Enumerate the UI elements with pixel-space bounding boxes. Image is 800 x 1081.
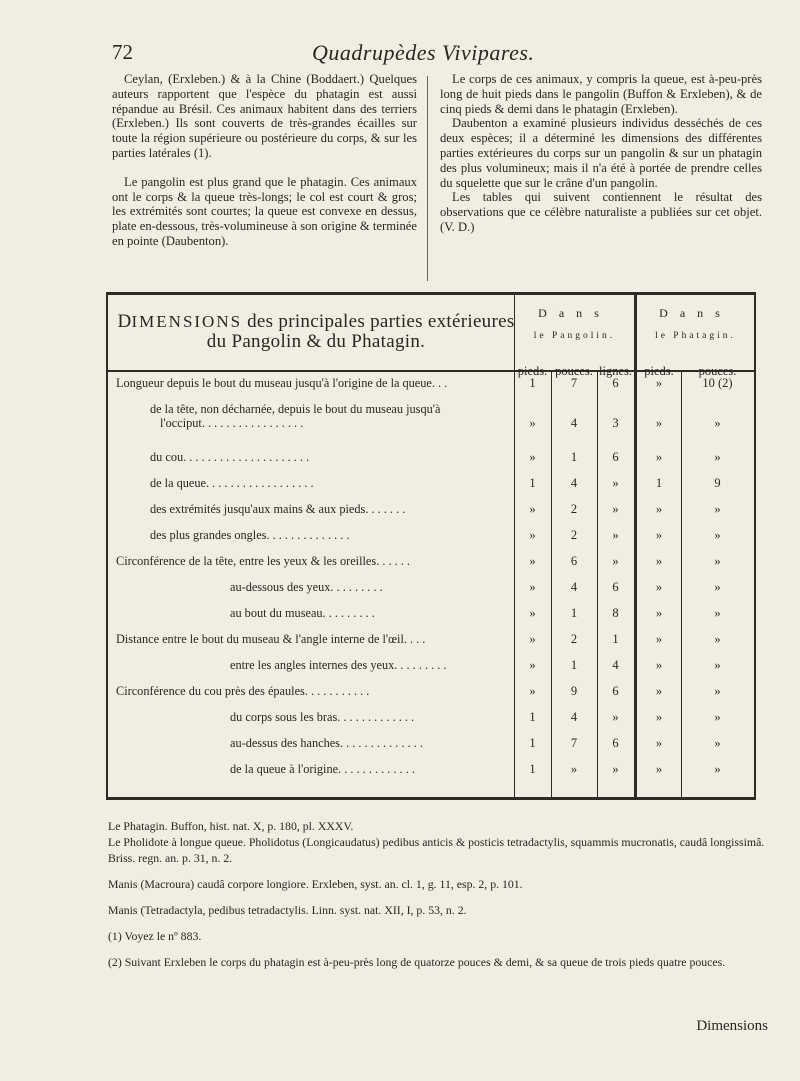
catchword: Dimensions [696,1018,768,1034]
table-cell: 1 [570,450,578,464]
table-cell: » [655,632,663,646]
left-paragraph-1: Ceylan, (Erxleben.) & à la Chine (Boddaert.) Quelques auteurs rapportent que l'espèce du phatagin est aussi répandue au Brésil. Ces animaux habitent dans des terriers (Erxleben.) Ils sont couverts de très-grandes écailles sur toute la région supérieure ou postérieure du corps, & sur les parties latérales (1). [112,72,417,160]
table-cell: » [612,502,619,516]
unit-header: pouces. [555,364,593,378]
table-cell: 7 [570,736,578,750]
table-cell: » [655,710,663,724]
table-cell: » [612,762,619,776]
table-cell: 6 [612,376,619,390]
group-header-line1: Dans [659,306,732,320]
row-label: au-dessus des hanches. . . . . . . . . . . . . . [230,736,423,750]
table-cell: » [655,658,663,672]
table-cell: » [714,606,721,620]
unit-header: pieds. [644,364,674,378]
row-label: Circonférence du cou près des épaules. . . . . . . . . . . [116,684,370,698]
table-cell: » [529,450,536,464]
table-cell: » [612,710,619,724]
running-title: Quadrupèdes Vivipares. [312,40,535,65]
table-cell: 3 [612,416,619,430]
table-cell: » [714,554,721,568]
table-cell: » [529,580,536,594]
table-cell: » [655,502,663,516]
synonym-note: Le Phatagin. Buffon, hist. nat. X, p. 180, pl. XXXV. [108,819,354,833]
right-column [440,72,762,235]
dimensions-table [106,292,756,800]
row-label: des plus grandes ongles. . . . . . . . . . . . . . [150,528,350,542]
table-cell: » [714,632,721,646]
right-paragraph-1: Le corps de ces animaux, y compris la queue, est à-peu-près long de huit pieds dans le pangolin (Buffon & Erxleben), & de cinq pieds & demi dans le phatagin (Erxleben). [440,72,762,116]
table-cell: » [529,658,536,672]
table-cell: 1 [529,762,536,776]
table-cell: » [655,606,663,620]
table-title-initial: D [117,311,132,332]
table-left-rule [106,292,108,800]
table-cell: » [529,554,536,568]
table-title-rest: des principales parties extérieures [242,311,515,332]
table-cell: » [529,502,536,516]
table-cell: » [714,450,721,464]
table-cell: » [655,554,663,568]
group-header-phatagin [637,306,754,341]
group-header-line2: le Pangolin. [533,331,616,341]
footnotes [108,818,768,970]
table-cell: » [655,762,663,776]
row-label: de la queue. . . . . . . . . . . . . . . . . . [150,476,314,490]
table-cell: » [570,762,578,776]
row-label: au-dessous des yeux. . . . . . . . . [230,580,383,594]
table-cell: » [529,684,536,698]
table-title-smallcaps: IMENSIONS [131,312,243,331]
table-cell: » [612,476,619,490]
row-label: entre les angles internes des yeux. . . . . . . . . [230,658,447,672]
page-header [112,40,772,68]
table-cell: 9 [570,684,578,698]
synonym-note: Manis (Tetradactyla, pedibus tetradactylis. Linn. syst. nat. XII, I, p. 53, n. 2. [108,903,467,917]
row-label: Longueur depuis le bout du museau jusqu'à l'origine de la queue. . . [116,376,448,390]
table-cell: 1 [529,736,536,750]
table-cell: 1 [529,476,536,490]
table-cell: 1 [529,376,536,390]
table-cell: » [655,376,663,390]
table-title [116,312,516,352]
table-cell: » [529,416,536,430]
table-cell: » [714,736,721,750]
table-cell: 2 [570,632,578,646]
table-top-rule [106,292,756,295]
row-label: de la queue à l'origine. . . . . . . . . . . . . [230,762,415,776]
table-cell: » [655,580,663,594]
unit-header: lignes. [599,364,632,378]
table-cell: 6 [612,684,619,698]
table-cell: » [714,528,721,542]
table-cell: » [655,450,663,464]
table-cell: 1 [612,632,619,646]
table-cell: » [655,416,663,430]
table-cell: 1 [570,606,578,620]
row-label-continuation: l'occiput. . . . . . . . . . . . . . . . . [160,416,304,430]
table-bottom-rule [106,797,756,800]
group-header-line2: le Phatagin. [655,331,736,341]
table-cell: 8 [612,606,619,620]
table-subtitle: du Pangolin & du Phatagin. [206,331,426,352]
table-cell: 6 [612,736,619,750]
row-label: au bout du museau. . . . . . . . . [230,606,375,620]
table-cell: » [655,684,663,698]
table-cell: 6 [612,580,619,594]
right-paragraph-2: Daubenton a examiné plusieurs individus desséchés de ces deux espèces; il a déterminé les dimensions des différentes parties extérieures du corps sur un pangolin & sur un phatagin des plus volumineux; mais il n'a été à portée de prendre celles du squelette que sur le crâne d'un pangolin. [440,116,762,190]
table-cell: » [714,684,721,698]
group-header-line1: Dans [538,306,611,320]
table-cell: » [655,528,663,542]
row-label: du corps sous les bras. . . . . . . . . . . . . [230,710,415,724]
synonym-note: Le Pholidote à longue queue. Pholidotus (Longicaudatus) pedibus anticis & posticis tetradactylis, squammis mucronatis, caudâ longissimâ. Briss. regn. an. p. 31, n. 2. [108,835,765,865]
table-cell: 9 [714,476,721,490]
group-header-pangolin [515,306,634,341]
table-cell: » [529,632,536,646]
left-paragraph-2: Le pangolin est plus grand que le phatagin. Ces animaux ont le corps & la queue très-longs; le col est court & gros; les extrémités sont courtes; la queue est convexe en dessus, plate en-dessous, très-volumineuse à son origine & terminée en pointe (Daubenton). [112,174,417,248]
table-cell: 6 [570,554,578,568]
table-cell: 4 [570,416,578,430]
table-cell: 4 [570,476,578,490]
table-cell: 1 [529,710,536,724]
right-paragraph-3: Les tables qui suivent contiennent le résultat des observations que ce célèbre naturaliste a publiées sur cet objet. (V. D.) [440,190,762,234]
table-cell: » [529,606,536,620]
left-column [112,72,417,249]
table-cell: 4 [612,658,619,672]
footnote: (2) Suivant Erxleben le corps du phatagin est à-peu-près long de quatorze pouces & demi, & sa queue de trois pieds quatre pouces. [108,955,726,969]
row-label: de la tête, non décharnée, depuis le bout du museau jusqu'à [150,402,441,416]
table-cell: 2 [570,502,578,516]
table-cell: » [714,710,721,724]
row-label: Distance entre le bout du museau & l'angle interne de l'œil. . . . [116,632,426,646]
footnote: (1) Voyez le nº 883. [108,929,202,943]
unit-header: pouces. [698,364,737,378]
row-label: des extrémités jusqu'aux mains & aux pieds. . . . . . . [150,502,406,516]
table-cell: 2 [570,528,578,542]
table-cell: 7 [570,376,578,390]
row-label: Circonférence de la tête, entre les yeux & les oreilles. . . . . . [116,554,410,568]
table-cell: 6 [612,450,619,464]
page-number: 72 [112,40,133,64]
unit-header: pieds. [517,364,548,378]
table-cell: » [714,658,721,672]
table-cell: » [612,554,619,568]
table-cell: 1 [570,658,578,672]
table-cell: 4 [570,580,578,594]
table-cell: » [714,502,721,516]
table-right-rule [754,292,756,800]
row-label: du cou. . . . . . . . . . . . . . . . . . . . . [150,450,310,464]
table-cell: » [714,580,721,594]
table-cell: » [714,762,721,776]
table-cell: » [612,528,619,542]
table-cell: » [714,416,721,430]
table-cell: » [655,736,663,750]
column-divider [427,76,428,281]
table-cell: » [529,528,536,542]
table-cell: 10 (2) [702,376,733,390]
synonym-note: Manis (Macroura) caudâ corpore longiore. Erxleben, syst. an. cl. 1, g. 11, esp. 2, p. 101. [108,877,523,891]
table-cell: 4 [570,710,578,724]
table-cell: 1 [655,476,663,490]
